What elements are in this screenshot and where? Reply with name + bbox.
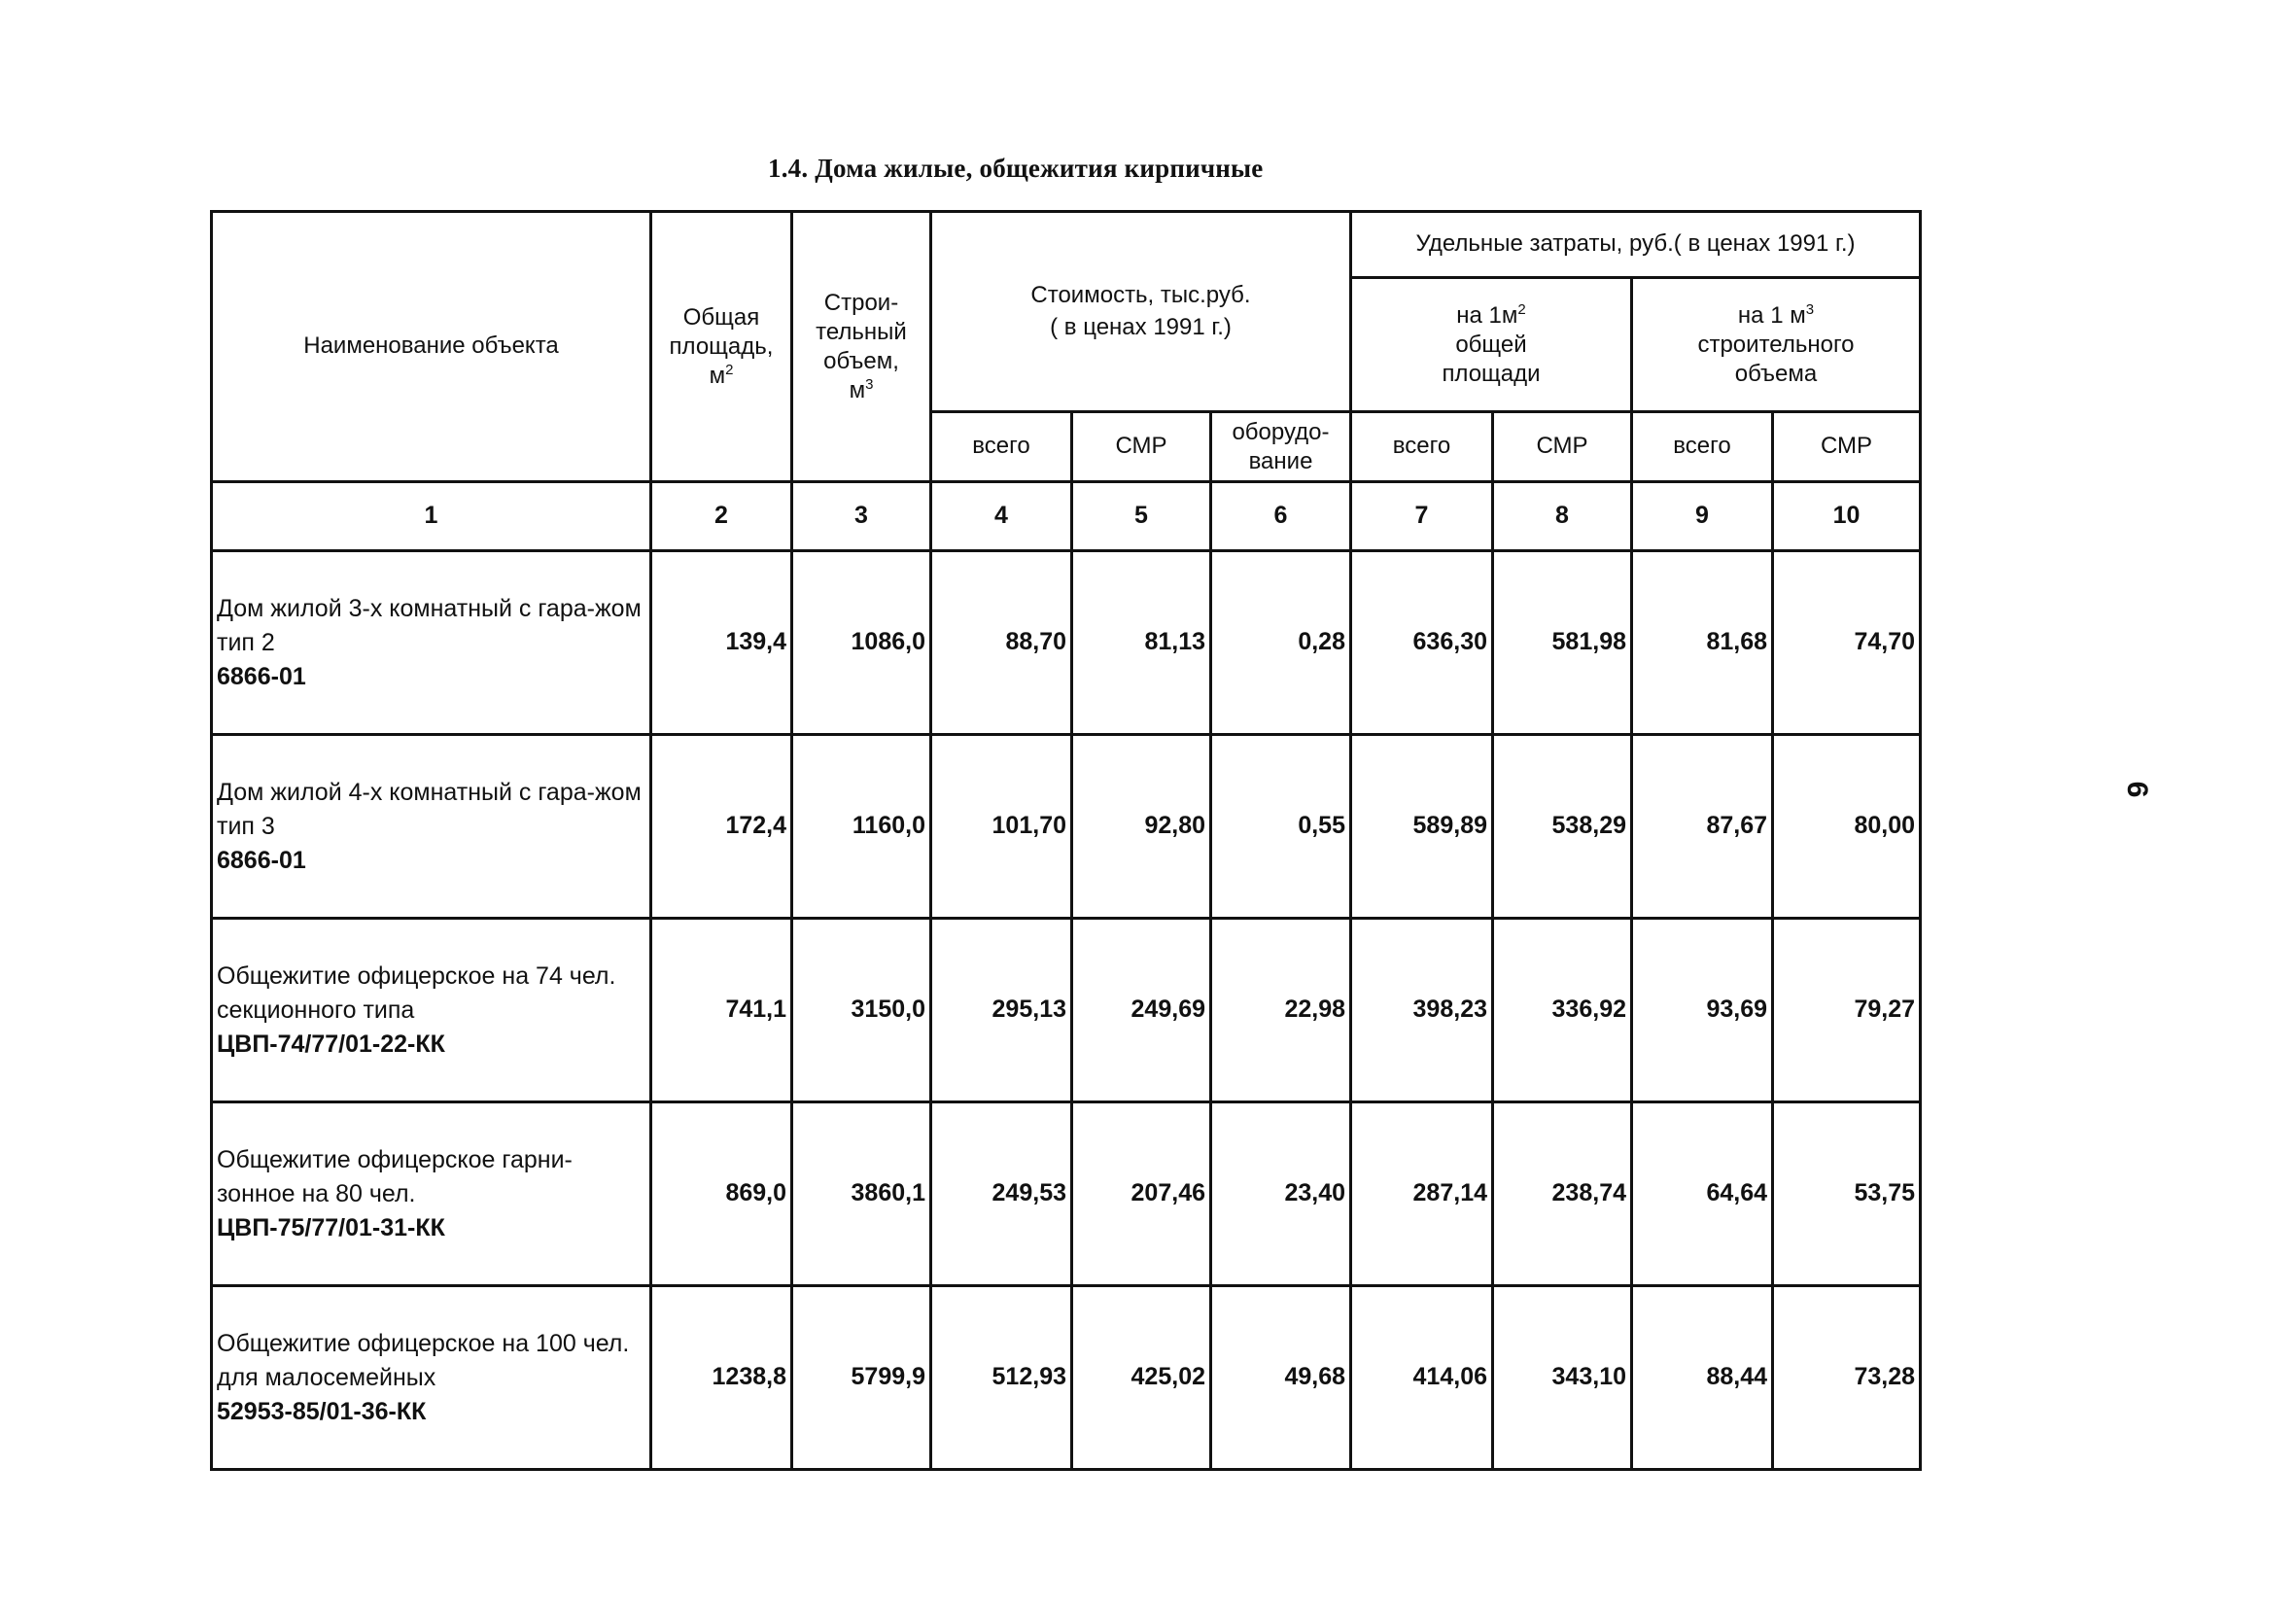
value-cell: 139,4 (651, 551, 792, 735)
header-per-m3-line3: объема (1734, 360, 1818, 387)
table-row (212, 1286, 1921, 1470)
value-cell: 414,06 (1351, 1286, 1493, 1470)
object-name-cell (212, 1286, 651, 1470)
value-cell: 74,70 (1773, 551, 1921, 735)
header-volume-line1: Строи- (823, 289, 899, 316)
column-number: 4 (931, 482, 1072, 551)
value-cell: 93,69 (1632, 919, 1773, 1102)
cost-table (210, 210, 1922, 1471)
header-m3-total: всего (1632, 412, 1773, 482)
value-cell: 538,29 (1493, 735, 1632, 919)
object-description: Общежитие офицерское гарни-зонное на 80 чел. (217, 1145, 573, 1207)
header-volume-line3: объем, (823, 347, 899, 374)
value-cell: 343,10 (1493, 1286, 1632, 1470)
value-cell: 172,4 (651, 735, 792, 919)
header-specific (1351, 212, 1921, 278)
header-area (651, 212, 792, 482)
column-number: 7 (1351, 482, 1493, 551)
value-cell: 636,30 (1351, 551, 1493, 735)
value-cell: 295,13 (931, 919, 1072, 1102)
value-cell: 101,70 (931, 735, 1072, 919)
header-cost-total: всего (931, 412, 1072, 482)
header-per-m3-line1: на 1 м (1737, 301, 1806, 329)
table-row (212, 735, 1921, 919)
value-cell: 0,28 (1211, 551, 1351, 735)
value-cell: 88,44 (1632, 1286, 1773, 1470)
column-number: 10 (1773, 482, 1921, 551)
header-m2-total: всего (1351, 412, 1493, 482)
header-m3-smr: СМР (1773, 412, 1921, 482)
value-cell: 80,00 (1773, 735, 1921, 919)
object-code: 52953-85/01-36-КК (217, 1397, 427, 1425)
value-cell: 1238,8 (651, 1286, 792, 1470)
column-number: 5 (1072, 482, 1211, 551)
header-cost-smr: СМР (1072, 412, 1211, 482)
value-cell: 79,27 (1773, 919, 1921, 1102)
header-per-m3-line2: строительного (1697, 331, 1855, 358)
header-area-line2: площадь, (669, 332, 774, 360)
object-code: ЦВП-74/77/01-22-КК (217, 1030, 445, 1058)
value-cell: 512,93 (931, 1286, 1072, 1470)
value-cell: 64,64 (1632, 1102, 1773, 1286)
header-cost-line2: ( в ценах 1991 г.) (1050, 313, 1232, 340)
value-cell: 3860,1 (792, 1102, 931, 1286)
value-cell: 81,68 (1632, 551, 1773, 735)
object-name-cell (212, 551, 651, 735)
object-name-cell (212, 919, 651, 1102)
column-number: 6 (1211, 482, 1351, 551)
value-cell: 23,40 (1211, 1102, 1351, 1286)
header-per-m2-line2: общей (1455, 331, 1527, 358)
header-volume (792, 212, 931, 482)
table-row (212, 919, 1921, 1102)
value-cell: 5799,9 (792, 1286, 931, 1470)
object-code: 6866-01 (217, 662, 306, 690)
object-description: Дом жилой 3-х комнатный с гара-жом тип 2 (217, 594, 642, 656)
value-cell: 249,53 (931, 1102, 1072, 1286)
header-m2-smr: СМР (1493, 412, 1632, 482)
header-area-unit: м (709, 362, 726, 389)
object-name-cell (212, 735, 651, 919)
header-per-m2-line3: площади (1442, 360, 1541, 387)
value-cell: 336,92 (1493, 919, 1632, 1102)
value-cell: 581,98 (1493, 551, 1632, 735)
page-title: 1.4. Дома жилые, общежития кирпичные (768, 154, 1264, 183)
header-area-line1: Общая (682, 303, 760, 331)
header-name (212, 212, 651, 482)
table-row (212, 1102, 1921, 1286)
value-cell: 287,14 (1351, 1102, 1493, 1286)
value-cell: 1086,0 (792, 551, 931, 735)
object-code: ЦВП-75/77/01-31-КК (217, 1213, 445, 1241)
header-per-m3 (1632, 278, 1921, 412)
header-area-unit-exp: 2 (725, 361, 734, 378)
object-description: Общежитие офицерское на 100 чел. для малосемейных (217, 1329, 630, 1391)
header-volume-unit: м (849, 376, 866, 403)
column-number: 9 (1632, 482, 1773, 551)
object-code: 6866-01 (217, 846, 306, 874)
header-per-m2-line1: на 1м (1456, 301, 1518, 329)
object-description: Дом жилой 4-х комнатный с гара-жом тип 3 (217, 778, 642, 840)
value-cell: 1160,0 (792, 735, 931, 919)
value-cell: 249,69 (1072, 919, 1211, 1102)
header-cost-line1: Стоимость, тыс.руб. (1030, 282, 1251, 309)
header-per-m3-exp: 3 (1805, 300, 1815, 318)
column-number: 1 (212, 482, 651, 551)
value-cell: 81,13 (1072, 551, 1211, 735)
value-cell: 589,89 (1351, 735, 1493, 919)
column-number: 8 (1493, 482, 1632, 551)
object-description: Общежитие офицерское на 74 чел. секционного типа (217, 961, 616, 1024)
header-volume-line2: тельный (816, 318, 907, 345)
value-cell: 88,70 (931, 551, 1072, 735)
value-cell: 87,67 (1632, 735, 1773, 919)
value-cell: 741,1 (651, 919, 792, 1102)
header-specific-label: Удельные затраты, руб.( в ценах 1991 г.) (1415, 230, 1856, 258)
value-cell: 92,80 (1072, 735, 1211, 919)
object-name-cell (212, 1102, 651, 1286)
column-number-row (212, 482, 1921, 551)
value-cell: 49,68 (1211, 1286, 1351, 1470)
value-cell: 22,98 (1211, 919, 1351, 1102)
header-equipment-line1: оборудо- (1232, 418, 1330, 445)
column-number: 2 (651, 482, 792, 551)
header-volume-unit-exp: 3 (865, 375, 874, 393)
header-name-label: Наименование объекта (303, 332, 559, 360)
header-cost (931, 212, 1351, 412)
header-cost-equipment (1211, 412, 1351, 482)
value-cell: 869,0 (651, 1102, 792, 1286)
value-cell: 425,02 (1072, 1286, 1211, 1470)
value-cell: 73,28 (1773, 1286, 1921, 1470)
page-number: 9 (2122, 781, 2155, 798)
value-cell: 398,23 (1351, 919, 1493, 1102)
value-cell: 207,46 (1072, 1102, 1211, 1286)
value-cell: 238,74 (1493, 1102, 1632, 1286)
value-cell: 0,55 (1211, 735, 1351, 919)
table-row (212, 551, 1921, 735)
header-per-m2 (1351, 278, 1632, 412)
value-cell: 3150,0 (792, 919, 931, 1102)
header-equipment-line2: вание (1248, 447, 1313, 474)
value-cell: 53,75 (1773, 1102, 1921, 1286)
header-per-m2-exp: 2 (1517, 300, 1526, 318)
column-number: 3 (792, 482, 931, 551)
